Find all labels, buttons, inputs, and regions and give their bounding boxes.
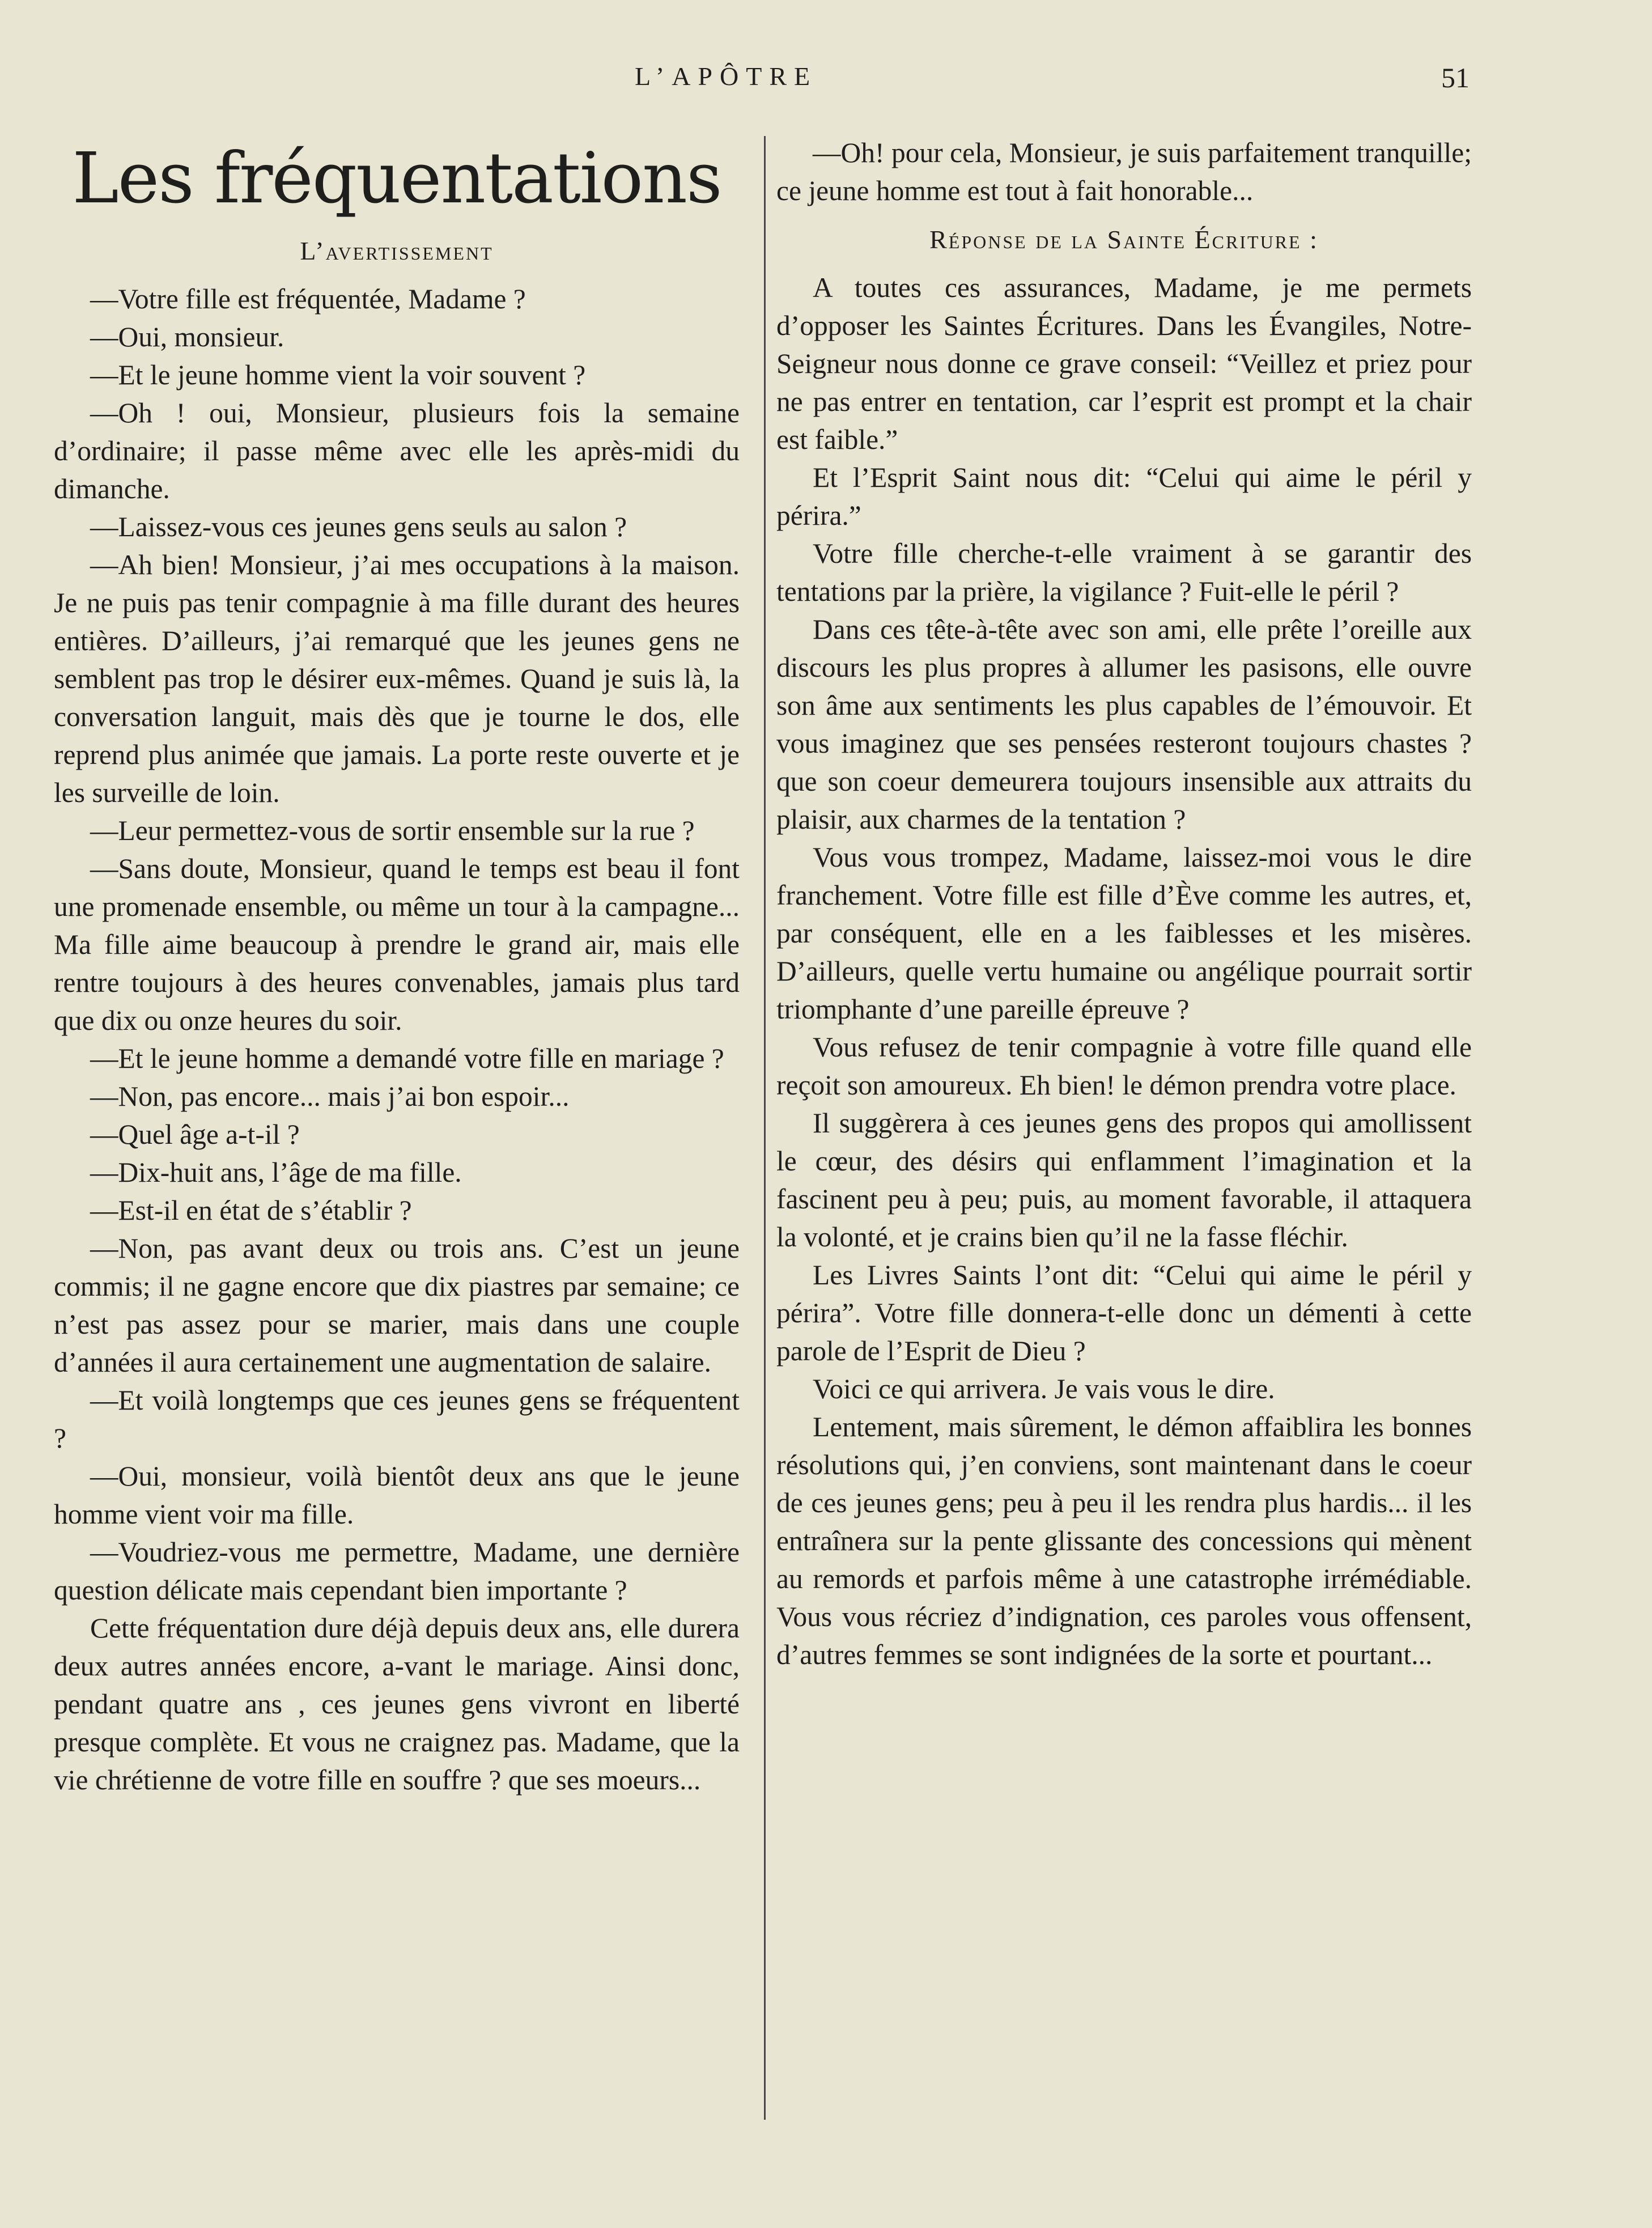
paragraph: Voici ce qui arrivera. Je vais vous le dire. bbox=[813, 1373, 1275, 1404]
paragraph: —Oh! pour cela, Monsieur, je suis parfaitement tranquille; ce jeune homme est tout à fait honorable... bbox=[776, 137, 1472, 206]
article-title: Les fréquentations bbox=[72, 138, 721, 219]
paragraph: Votre fille cherche-t-elle vraiment à se garantir des tentations par la prière, la vigilance ? Fuit-elle le péril ? bbox=[776, 538, 1472, 607]
paragraph: —Sans doute, Monsieur, quand le temps est beau il font une promenade ensemble, ou même un tour à la campagne... Ma fille aime beaucoup à prendre le grand air, mais elle rentre toujours à des heures convenables, jamais plus tard que dix ou onze heures du soir. bbox=[54, 853, 740, 1036]
page-number: 51 bbox=[1441, 62, 1470, 94]
left-column bbox=[54, 136, 740, 1799]
paragraph: —Voudriez-vous me permettre, Madame, une dernière question délicate mais cependant bien importante ? bbox=[54, 1537, 740, 1606]
paragraph: Vous vous trompez, Madame, laissez-moi vous le dire franchement. Votre fille est fille d’Ève comme les autres, et, par conséquent, elle en a les faiblesses et les misères. D’ailleurs, quelle vertu humaine ou angélique pourrait sortir triomphante d’une pareille épreuve ? bbox=[776, 842, 1472, 1025]
paragraph: Il suggèrera à ces jeunes gens des propos qui amollissent le cœur, des désirs qui enflamment l’imagination et la fascinent peu à peu; puis, au moment favorable, il attaquera la volonté, et je crains bien qu’il ne la fasse fléchir. bbox=[776, 1107, 1472, 1253]
paragraph: —Non, pas encore... mais j’ai bon espoir... bbox=[90, 1081, 570, 1112]
section-heading-avertissement: L’avertissement bbox=[300, 236, 494, 265]
paragraph: —Est-il en état de s’établir ? bbox=[90, 1195, 412, 1226]
paragraph: Et l’Esprit Saint nous dit: “Celui qui aime le péril y périra.” bbox=[776, 462, 1472, 531]
paragraph: —Et voilà longtemps que ces jeunes gens se fréquentent ? bbox=[54, 1385, 740, 1454]
paragraph: —Leur permettez-vous de sortir ensemble sur la rue ? bbox=[90, 815, 695, 846]
paragraph: —Ah bien! Monsieur, j’ai mes occupations à la maison. Je ne puis pas tenir compagnie à ma fille durant des heures entières. D’ailleurs, j’ai remarqué que les jeunes gens ne semblent pas trop le désirer eux-mêmes. Quand je suis là, la conversation languit, mais dès que je tourne le dos, elle reprend plus animée que jamais. La porte reste ouverte et je les surveille de loin. bbox=[54, 549, 740, 808]
paragraph: —Votre fille est fréquentée, Madame ? bbox=[90, 283, 526, 315]
paragraph: —Et le jeune homme a demandé votre fille en mariage ? bbox=[90, 1043, 724, 1074]
section-heading-reponse: Réponse de la Sainte Écriture : bbox=[929, 225, 1319, 254]
paragraph: —Quel âge a-t-il ? bbox=[90, 1119, 300, 1150]
paragraph: —Laissez-vous ces jeunes gens seuls au salon ? bbox=[90, 511, 627, 542]
column-divider bbox=[764, 136, 766, 2120]
paragraph: Vous refusez de tenir compagnie à votre fille quand elle reçoit son amoureux. Eh bien! le démon prendra votre place. bbox=[776, 1032, 1472, 1101]
paragraph: A toutes ces assurances, Madame, je me permets d’opposer les Saintes Écritures. Dans les Évangiles, Notre-Seigneur nous donne ce grave conseil: “Veillez et priez pour ne pas entrer en tentation, car l’esprit est prompt et la chair est faible.” bbox=[776, 272, 1472, 455]
paragraph: —Oui, monsieur, voilà bientôt deux ans que le jeune homme vient voir ma fille. bbox=[54, 1461, 740, 1530]
right-column bbox=[776, 134, 1472, 1674]
paragraph: —Oui, monsieur. bbox=[90, 321, 284, 353]
paragraph: —Et le jeune homme vient la voir souvent ? bbox=[90, 359, 586, 391]
paragraph: —Non, pas avant deux ou trois ans. C’est un jeune commis; il ne gagne encore que dix piastres par semaine; ce n’est pas assez pour se marier, mais dans une couple d’années il aura certainement une augmentation de salaire. bbox=[54, 1233, 740, 1378]
paragraph: —Dix-huit ans, l’âge de ma fille. bbox=[90, 1157, 462, 1188]
paragraph: Les Livres Saints l’ont dit: “Celui qui aime le péril y périra”. Votre fille donnera-t-elle donc un démenti à cette parole de l’Esprit de Dieu ? bbox=[776, 1259, 1472, 1366]
page-header bbox=[0, 61, 1652, 101]
running-title: L’APÔTRE bbox=[635, 62, 818, 91]
paragraph: —Oh ! oui, Monsieur, plusieurs fois la semaine d’ordinaire; il passe même avec elle les après-midi du dimanche. bbox=[54, 397, 740, 504]
paragraph: Lentement, mais sûrement, le démon affaiblira les bonnes résolutions qui, j’en conviens, sont maintenant dans le coeur de ces jeunes gens; peu à peu il les rendra plus hardis... il les entraînera sur la pente glissante des concessions qui mènent au remords et parfois même à une catastrophe irrémédiable. Vous vous récriez d’indignation, ces paroles vous offensent, d’autres femmes se sont indignées de la sorte et pourtant... bbox=[776, 1411, 1472, 1670]
paragraph: Cette fréquentation dure déjà depuis deux ans, elle durera deux autres années encore, a-vant le mariage. Ainsi donc, pendant quatre ans , ces jeunes gens vivront en liberté presque complète. Et vous ne craignez pas. Madame, que la vie chrétienne de votre fille en souffre ? que ses moeurs... bbox=[54, 1612, 740, 1796]
paragraph: Dans ces tête-à-tête avec son ami, elle prête l’oreille aux discours les plus propres à allumer les pasisons, elle ouvre son âme aux sentiments les plus capables de l’émouvoir. Et vous imaginez que ses pensées resteront toujours chastes ? que son coeur demeurera toujours insensible aux attraits du plaisir, aux charmes de la tentation ? bbox=[776, 614, 1472, 835]
